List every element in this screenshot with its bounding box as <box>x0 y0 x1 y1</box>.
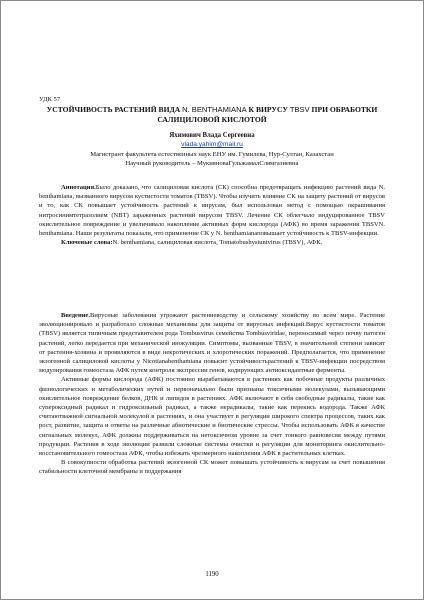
abstract-text: Было доказано, что салициловая кислота (СК) способна предотвращать инфекцию растений вида N. benthamiana, вызванного вирусом кустистости томатов (TBSV). Чтобы изучить влияние СК на защиту растений от вирусов и то, как СК повышает устойчивость растений к вирусам, был использован метод с помощью окрашивания нитросинимтетразолием (NBT) зараженных растений вирусом TBSV. Лечение СК облегчало индуцированное TBSV окислительное повреждение и увеличивало накопление активных форм кислорода (АФК) во время заражения TBSVN. benthamiana. Наши результаты показали, что применение СК у N. benthamianaповышает устойчивость к TBSV-инфекции. <box>39 184 385 238</box>
keywords-label: Ключевые слова: <box>61 239 113 247</box>
paper-title <box>39 105 385 125</box>
intro-paragraph-3: В совокупности обработка растений экзогенной СК может повышать устойчивость к вирусам за счет повышения стабильности клеточной мембраны и поддержания <box>39 459 385 476</box>
intro-paragraph-2: Активные формы кислорода (АФК) постоянно вырабатываются в растениях как побочные продукты различных физиологических и метаболических путей и первоначально были признаны токсичными молекулами, вызывающими окислительное повреждение белков, ДНК и липидов в растениях. АФК включают в себя свободные радикалы, такие как супероксидный радикал и гидроксильный радикал, а также нерадикалы, такие как перекись водорода. Также АФК считаютважной сигнальной молекулой в растениях, и она участвует в регуляции широкого спектра процессов, таких как рост, развитие, защита и ответы на различные абиотические и биотические стрессы. Чтобы использовать АФК в качестве сигнальных молекул, АФК должны поддерживаться на нетоксичном уровне за счет тонкого равновесия между путями продукции. Растения в ходе эволюции развили сложные системы очистки и регуляции для мониторинга окислительно-восстановительного гомеостаза АФК, чтобы избежать чрезмерного накопления АФК в растительных клетках. <box>39 376 385 458</box>
keywords-text: N. benthamiana, салициловая кислота, Tomatobushystuntvirus (TBSV), АФК. <box>112 239 323 247</box>
author-name: Яхимович Влада Сергеевна <box>169 132 255 139</box>
title-species: N. BENTHAMIANA <box>182 105 247 114</box>
affiliation <box>39 150 385 169</box>
abstract-label: Аннотация. <box>61 184 96 191</box>
supervisor-line: Научный руководитель – МукияноваГульжамалСлямгазиевна <box>125 160 299 168</box>
author-email-link[interactable]: vlada.yahim@mail.ru <box>181 141 243 148</box>
page-number: 1190 <box>205 571 219 578</box>
intro-paragraph-1 <box>39 311 385 375</box>
abstract-paragraph <box>39 183 385 238</box>
udk-code: УДК 57 <box>39 96 61 103</box>
abstract-block <box>39 183 385 247</box>
title-part3: ПРИ ОБРАБОТКИ САЛИЦИЛОВОЙ КИСЛОТОЙ <box>157 105 378 124</box>
title-virus: TBSV <box>289 105 310 114</box>
intro-label: Введение. <box>61 312 91 319</box>
title-part2: К ВИРУСУ <box>246 105 290 114</box>
affiliation-line: Магистрант факультета естественных наук ЕНУ им. Гумилева, Нур-Султан, Казахстан <box>90 151 334 158</box>
keywords-paragraph <box>39 238 385 247</box>
intro-text-1: Вирусные заболевания угрожают растениеводству и сельскому хозяйству во всем мире. Растение эволюционировало и разработало сложные механизмы для защиты от вирусных инфекций.Вирус кустистости томатов (TBSV) является типичным представителем рода Tombusvirus семейства Tombusviridae, переносимый через почву патоген растений, легко передается при механической инокуляции. Симптомы, вызванные TBSV, в значительной степени зависят от растения-хозяина и проявляются в виде некротических и хлоротических поражений. Предполагается, что применение экзогенной салициловой кислоты у Nicotianabenthamiana повысит устойчивостьрастений к TBSV-инфекции посредством модулирования гомеостаза АФК путем контроля экспрессии генов, кодирующих антиоксидантные ферменты. <box>39 312 385 375</box>
introduction-block <box>39 311 385 477</box>
title-part1: УСТОЙЧИВОСТЬ РАСТЕНИЙ ВИДА <box>46 105 183 114</box>
